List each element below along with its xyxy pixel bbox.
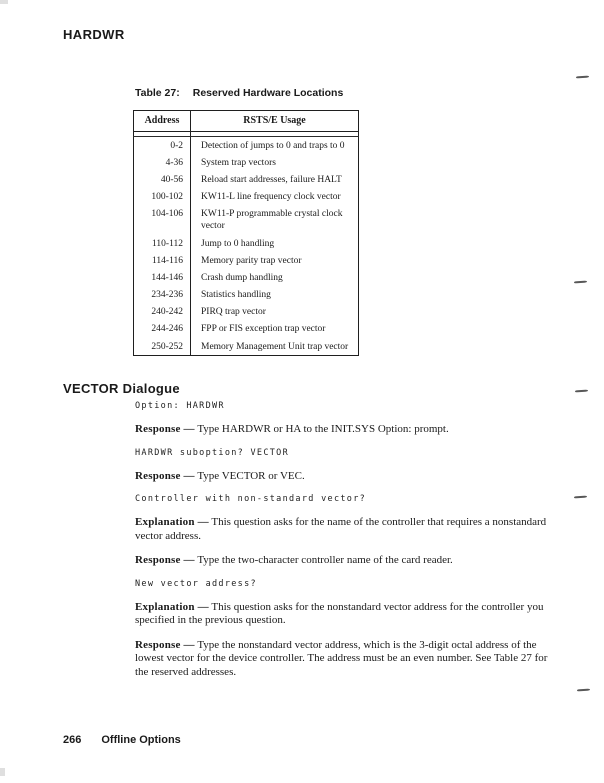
reserved-hardware-locations-table xyxy=(133,110,359,356)
page-number: 266 xyxy=(63,734,82,746)
paragraph-label: Response — xyxy=(135,554,195,566)
terminal-prompt-line: Option: HARDWR xyxy=(135,401,225,411)
usage-cell: KW11-P programmable crystal clock vector xyxy=(201,209,343,232)
usage-cell: Crash dump handling xyxy=(201,272,283,283)
table-row xyxy=(134,171,359,188)
scan-corner-smudge xyxy=(0,768,5,776)
scan-edge-mark xyxy=(575,390,588,393)
explanation-paragraph xyxy=(135,601,549,628)
table-row xyxy=(134,206,359,235)
usage-cell: Memory parity trap vector xyxy=(201,255,302,266)
footer-section-title: Offline Options xyxy=(101,734,181,746)
address-cell: 250-252 xyxy=(134,338,191,356)
address-cell: 4-36 xyxy=(134,154,191,171)
running-head: HARDWR xyxy=(63,27,125,42)
table-row xyxy=(134,189,359,206)
table-row xyxy=(134,321,359,338)
scan-edge-mark xyxy=(576,76,589,79)
paragraph-label: Explanation — xyxy=(135,516,209,528)
table-row xyxy=(134,287,359,304)
table-row xyxy=(134,269,359,286)
table-header-row xyxy=(134,111,359,132)
response-paragraph xyxy=(135,470,549,484)
scan-edge-mark xyxy=(574,281,587,284)
usage-cell: Jump to 0 handling xyxy=(201,238,275,249)
table-row xyxy=(134,154,359,171)
usage-cell: KW11-L line frequency clock vector xyxy=(201,192,341,203)
table-row xyxy=(134,235,359,252)
paragraph-text: This question asks for the nonstandard vector address for the controller you specified in the previous question. xyxy=(135,600,544,626)
paragraph-label: Response — xyxy=(135,423,195,435)
page-footer xyxy=(63,734,181,746)
response-paragraph xyxy=(135,639,549,680)
address-cell: 100-102 xyxy=(134,189,191,206)
paragraph-label: Response — xyxy=(135,469,195,482)
address-cell: 114-116 xyxy=(134,252,191,269)
section-heading-vector-dialogue: VECTOR Dialogue xyxy=(63,381,180,396)
scan-edge-mark xyxy=(574,496,587,499)
scan-corner-smudge xyxy=(0,0,8,4)
terminal-prompt-line: New vector address? xyxy=(135,578,257,589)
scan-edge-mark xyxy=(577,689,590,692)
usage-cell: Reload start addresses, failure HALT xyxy=(201,174,342,185)
paragraph-text: Type the two-character controller name of the card reader. xyxy=(197,554,453,566)
terminal-prompt-line: HARDWR suboption? VECTOR xyxy=(135,447,290,458)
usage-cell: Detection of jumps to 0 and traps to 0 xyxy=(201,140,345,151)
response-paragraph xyxy=(135,554,549,568)
usage-cell: PIRQ trap vector xyxy=(201,307,266,318)
table-row xyxy=(134,338,359,356)
usage-cell: Statistics handling xyxy=(201,290,271,301)
usage-cell: FPP or FIS exception trap vector xyxy=(201,324,326,335)
address-cell: 40-56 xyxy=(134,171,191,188)
paragraph-text: This question asks for the name of the controller that requires a nonstandard vector address. xyxy=(135,516,547,542)
table-caption xyxy=(135,87,343,99)
response-paragraph xyxy=(135,423,549,437)
address-cell: 110-112 xyxy=(134,235,191,252)
address-cell: 234-236 xyxy=(134,287,191,304)
usage-cell: Memory Management Unit trap vector xyxy=(201,341,349,352)
table-row xyxy=(134,252,359,269)
paragraph-text: Type the nonstandard vector address, which is the 3-digit octal address of the lowest vector for the device controller. The address must be an even number. See Table 27 for the reserved addresses. xyxy=(135,638,548,678)
explanation-paragraph xyxy=(135,516,549,543)
address-cell: 104-106 xyxy=(134,206,191,235)
column-header-address: Address xyxy=(134,111,191,132)
terminal-prompt-line: Controller with non-standard vector? xyxy=(135,494,367,504)
address-cell: 244-246 xyxy=(134,321,191,338)
address-cell: 0-2 xyxy=(134,137,191,155)
paragraph-label: Response — xyxy=(135,638,195,651)
table-row xyxy=(134,137,359,155)
table-caption-label: Table 27: xyxy=(135,87,180,99)
dialogue-body xyxy=(135,401,549,690)
table-row xyxy=(134,304,359,321)
usage-cell: System trap vectors xyxy=(201,157,276,168)
table-caption-title: Reserved Hardware Locations xyxy=(192,87,344,99)
address-cell: 144-146 xyxy=(134,269,191,286)
paragraph-label: Explanation — xyxy=(135,600,209,613)
address-cell: 240-242 xyxy=(134,304,191,321)
paragraph-text: Type HARDWR or HA to the INIT.SYS Option: prompt. xyxy=(197,423,449,435)
paragraph-text: Type VECTOR or VEC. xyxy=(197,469,305,482)
column-header-usage: RSTS/E Usage xyxy=(191,111,359,132)
